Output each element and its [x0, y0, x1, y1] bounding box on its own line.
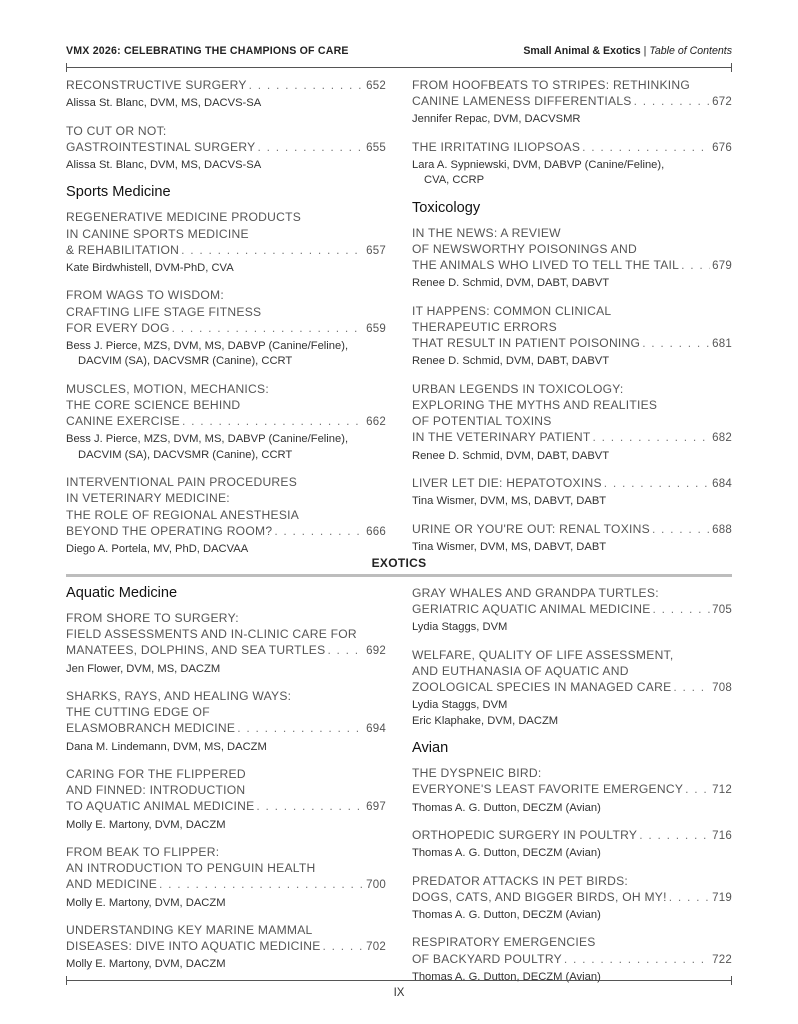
author-line: DACVIM (SA), DACVSMR (Canine), CCRT [78, 448, 293, 461]
toc-entry-title-line [412, 93, 732, 110]
toc-entry-title-line [66, 720, 386, 737]
entry-page-number: 679 [712, 260, 732, 273]
toc-entry [66, 474, 386, 557]
dot-leader [604, 475, 710, 491]
toc-entry [412, 934, 732, 985]
page-number: IX [393, 987, 405, 999]
dot-leader [685, 781, 710, 797]
toc-entry-title-line [66, 876, 386, 893]
entry-page-number: 697 [366, 801, 386, 814]
entry-title-text: INTERVENTIONAL PAIN PROCEDURES [66, 475, 298, 490]
author-line: DACVIM (SA), DACVSMR (Canine), CCRT [78, 355, 293, 368]
entry-title-text: ELASMOBRANCH MEDICINE [66, 721, 236, 736]
entry-title-text: CANINE EXERCISE [66, 414, 180, 429]
dot-leader [669, 889, 710, 905]
entry-title-text: IN THE VETERINARY PATIENT [412, 430, 591, 445]
author-line: Jennifer Repac, DVM, DACVSMR [412, 113, 581, 126]
entry-title-text: ZOOLOGICAL SPECIES IN MANAGED CARE [412, 680, 672, 695]
toc-entry [412, 585, 732, 636]
author-line: Molly E. Martony, DVM, DACZM [66, 958, 226, 971]
author-line: Alissa St. Blanc, DVM, MS, DACVS-SA [66, 159, 262, 172]
author-line: Thomas A. G. Dutton, DECZM (Avian) [412, 970, 601, 983]
entry-title-text: THERAPEUTIC ERRORS [412, 320, 557, 335]
entry-page-number: 716 [712, 830, 732, 843]
header-subsection-name: Table of Contents [649, 45, 732, 57]
entry-authors [66, 957, 386, 972]
entry-title-text: RESPIRATORY EMERGENCIES [412, 935, 596, 950]
toc-entry-title-line [412, 679, 732, 696]
section-heading: Sports Medicine [66, 184, 171, 201]
entry-authors [412, 801, 732, 816]
author-line: Thomas A. G. Dutton, DECZM (Avian) [412, 909, 601, 922]
toc-entry [412, 303, 732, 370]
toc-entry [66, 610, 386, 677]
entry-title-text: THE CORE SCIENCE BEHIND [66, 398, 241, 413]
entry-title-text: CANINE LAMENESS DIFFERENTIALS [412, 94, 632, 109]
entry-title-text: URBAN LEGENDS IN TOXICOLOGY: [412, 381, 624, 396]
section-heading: Toxicology [412, 199, 481, 216]
entry-title-text: IT HAPPENS: COMMON CLINICAL [412, 303, 612, 318]
entry-title-text: MUSCLES, MOTION, MECHANICS: [66, 381, 269, 396]
toc-entry [412, 475, 732, 510]
entry-title-text: THE IRRITATING ILIOPSOAS [412, 139, 581, 154]
toc-bottom-right-column [412, 585, 732, 996]
running-header-section [523, 45, 732, 57]
toc-entry [66, 688, 386, 755]
entry-title-text: ORTHOPEDIC SURGERY IN POULTRY [412, 828, 638, 843]
author-line: Tina Wismer, DVM, MS, DABVT, DABT [412, 495, 607, 508]
toc-bottom-left-column [66, 585, 386, 984]
entry-title-text: TO AQUATIC ANIMAL MEDICINE [66, 799, 255, 814]
dot-leader [323, 938, 365, 954]
entry-title-text: RECONSTRUCTIVE SURGERY [66, 78, 247, 92]
entry-page-number: 659 [366, 322, 386, 335]
toc-entry-title-line [412, 139, 732, 156]
entry-authors [412, 354, 732, 369]
entry-authors [66, 96, 386, 111]
author-line: Bess J. Pierce, MZS, DVM, MS, DABVP (Canine/Feline), [66, 340, 349, 353]
toc-entry-title-line [412, 335, 732, 352]
entry-title-text: IN THE NEWS: A REVIEW [412, 225, 561, 240]
entry-page-number: 692 [366, 645, 386, 658]
toc-entry-title-line [412, 951, 732, 968]
toc-entry-title-line [66, 523, 386, 540]
entry-authors [412, 846, 732, 861]
entry-title-text: & REHABILITATION [66, 242, 180, 257]
running-header-title: VMX 2026: CELEBRATING THE CHAMPIONS OF CARE [66, 45, 349, 57]
toc-entry [412, 225, 732, 292]
toc-entry-title-line [66, 320, 386, 337]
author-line: Dana M. Lindemann, DVM, MS, DACZM [66, 740, 267, 753]
entry-title-text: THE ANIMALS WHO LIVED TO TELL THE TAIL [412, 258, 680, 273]
entry-authors [412, 908, 732, 923]
toc-entry [412, 827, 732, 862]
entry-authors [66, 432, 386, 463]
dot-leader [681, 257, 710, 273]
author-line: Thomas A. G. Dutton, DECZM (Avian) [412, 801, 601, 814]
dot-leader [257, 139, 364, 155]
dot-leader [159, 876, 364, 892]
entry-authors [412, 698, 732, 729]
entry-title-text: CARING FOR THE FLIPPERED [66, 767, 246, 782]
entry-authors [412, 494, 732, 509]
entry-title-text: AND MEDICINE [66, 877, 158, 892]
toc-entry-title-line [66, 938, 386, 955]
entry-title-text: THE ROLE OF REGIONAL ANESTHESIA [66, 507, 300, 522]
author-line: Molly E. Martony, DVM, DACZM [66, 896, 226, 909]
exotics-heading: EXOTICS [371, 556, 427, 570]
entry-page-number: 712 [712, 784, 732, 797]
entry-title-text: THAT RESULT IN PATIENT POISONING [412, 336, 641, 351]
entry-page-number: 719 [712, 891, 732, 904]
toc-entry-title-line [412, 257, 732, 274]
dot-leader [256, 798, 364, 814]
entry-page-number: 655 [366, 141, 386, 154]
author-line: Kate Birdwhistell, DVM-PhD, CVA [66, 262, 234, 275]
entry-title-text: GRAY WHALES AND GRANDPA TURTLES: [412, 586, 659, 600]
toc-entry [66, 922, 386, 973]
entry-page-number: 694 [366, 723, 386, 736]
section-heading: Aquatic Medicine [66, 585, 178, 601]
entry-title-text: OF POTENTIAL TOXINS [412, 414, 552, 429]
dot-leader [639, 827, 710, 843]
entry-page-number: 708 [712, 682, 732, 695]
entry-title-text: GASTROINTESTINAL SURGERY [66, 139, 256, 154]
entry-title-text: THE DYSPNEIC BIRD: [412, 766, 542, 781]
toc-top-right-column [412, 77, 732, 566]
dot-leader [582, 139, 710, 155]
dot-leader [249, 77, 364, 93]
entry-title-text: DOGS, CATS, AND BIGGER BIRDS, OH MY! [412, 889, 667, 904]
author-line: Renee D. Schmid, DVM, DABT, DABVT [412, 449, 610, 462]
entry-title-text: URINE OR YOU'RE OUT: RENAL TOXINS [412, 521, 650, 536]
entry-title-text: BEYOND THE OPERATING ROOM? [66, 523, 273, 538]
author-line: Eric Klaphake, DVM, DACZM [412, 714, 559, 727]
toc-entry [66, 381, 386, 463]
toc-entry [412, 139, 732, 189]
toc-entry [66, 77, 386, 112]
entry-authors [412, 276, 732, 291]
author-line: Tina Wismer, DVM, MS, DABVT, DABT [412, 540, 607, 553]
author-line: Lydia Staggs, DVM [412, 699, 508, 712]
author-line: Jen Flower, DVM, MS, DACZM [66, 662, 221, 675]
author-line: CVA, CCRP [424, 174, 485, 187]
footer-rule [66, 980, 732, 981]
toc-entry-title-line [66, 139, 386, 156]
toc-entry [66, 287, 386, 369]
entry-title-text: LIVER LET DIE: HEPATOTOXINS [412, 476, 602, 491]
entry-page-number: 722 [712, 953, 732, 966]
entry-authors [412, 112, 732, 127]
toc-entry-title-line [66, 413, 386, 430]
toc-entry-title-line [412, 429, 732, 446]
entry-page-number: 700 [366, 879, 386, 892]
toc-entry-title-line [412, 601, 732, 618]
entry-page-number: 657 [366, 244, 386, 257]
entry-authors [66, 818, 386, 833]
toc-entry [66, 123, 386, 174]
dot-leader [564, 951, 710, 967]
entry-page-number: 666 [366, 525, 386, 538]
toc-entry [412, 647, 732, 729]
entry-authors [412, 158, 732, 189]
author-line: Diego A. Portela, MV, PhD, DACVAA [66, 543, 249, 556]
toc-entry [66, 844, 386, 911]
toc-entry [66, 209, 386, 276]
entry-title-text: FOR EVERY DOG [66, 320, 170, 335]
exotics-divider [66, 574, 732, 577]
entry-title-text: REGENERATIVE MEDICINE PRODUCTS [66, 210, 302, 225]
dot-leader [673, 679, 710, 695]
entry-title-text: OF NEWSWORTHY POISONINGS AND [412, 242, 637, 257]
author-line: Thomas A. G. Dutton, DECZM (Avian) [412, 847, 601, 860]
dot-leader [634, 93, 710, 109]
entry-authors [412, 540, 732, 555]
dot-leader [327, 642, 364, 658]
toc-entry-title-line [66, 798, 386, 815]
toc-entry-title-line [66, 242, 386, 259]
toc-entry-title-line [412, 889, 732, 906]
entry-title-text: TO CUT OR NOT: [66, 123, 167, 138]
entry-authors [412, 449, 732, 464]
dot-leader [181, 242, 364, 258]
entry-title-text: PREDATOR ATTACKS IN PET BIRDS: [412, 873, 629, 888]
dot-leader [237, 720, 364, 736]
entry-title-text: GERIATRIC AQUATIC ANIMAL MEDICINE [412, 602, 651, 617]
toc-entry [412, 381, 732, 464]
author-line: Lara A. Sypniewski, DVM, DABVP (Canine/Feline), [412, 159, 665, 172]
toc-entry-title-line [66, 642, 386, 659]
dot-leader [653, 601, 711, 617]
author-line: Lydia Staggs, DVM [412, 621, 508, 634]
entry-page-number: 652 [366, 80, 386, 92]
dot-leader [274, 523, 364, 539]
dot-leader [182, 413, 364, 429]
entry-page-number: 682 [712, 432, 732, 445]
entry-title-text: FROM WAGS TO WISDOM: [66, 288, 224, 303]
entry-title-text: MANATEES, DOLPHINS, AND SEA TURTLES [66, 643, 326, 658]
entry-authors [412, 620, 732, 635]
toc-top-left-column [66, 77, 386, 569]
entry-page-number: 684 [712, 478, 732, 491]
entry-authors [66, 662, 386, 677]
toc-entry-title-line [412, 475, 732, 492]
entry-page-number: 705 [712, 604, 732, 617]
dot-leader [652, 521, 710, 537]
entry-title-text: SHARKS, RAYS, AND HEALING WAYS: [66, 689, 292, 704]
author-line: Renee D. Schmid, DVM, DABT, DABVT [412, 277, 610, 290]
toc-entry-title-line [412, 521, 732, 538]
entry-title-text: WELFARE, QUALITY OF LIFE ASSESSMENT, [412, 647, 674, 662]
entry-title-text: OF BACKYARD POULTRY [412, 951, 562, 966]
entry-authors [66, 158, 386, 173]
entry-title-text: AND EUTHANASIA OF AQUATIC AND [412, 664, 629, 679]
entry-title-text: FIELD ASSESSMENTS AND IN-CLINIC CARE FOR [66, 627, 357, 642]
entry-title-text: AND FINNED: INTRODUCTION [66, 783, 246, 798]
toc-entry [66, 766, 386, 833]
entry-title-text: IN CANINE SPORTS MEDICINE [66, 226, 249, 241]
section-heading: Avian [412, 740, 449, 757]
entry-title-text: FROM HOOFBEATS TO STRIPES: RETHINKING [412, 78, 691, 92]
toc-entry [412, 873, 732, 924]
entry-page-number: 702 [366, 941, 386, 954]
entry-page-number: 672 [712, 96, 732, 109]
entry-page-number: 676 [712, 141, 732, 154]
entry-page-number: 688 [712, 523, 732, 536]
entry-authors [66, 740, 386, 755]
entry-title-text: IN VETERINARY MEDICINE: [66, 491, 230, 506]
toc-entry-title-line [66, 77, 386, 94]
entry-title-text: THE CUTTING EDGE OF [66, 705, 210, 720]
toc-entry [412, 521, 732, 556]
entry-authors [412, 970, 732, 985]
toc-entry-title-line [412, 827, 732, 844]
dot-leader [172, 320, 364, 336]
entry-authors [66, 339, 386, 370]
dot-leader [593, 429, 711, 445]
toc-entry [412, 765, 732, 816]
header-separator: | [640, 45, 650, 57]
header-section-name: Small Animal & Exotics [523, 45, 641, 57]
toc-entry-title-line [412, 781, 732, 798]
dot-leader [642, 335, 710, 351]
entry-authors [66, 896, 386, 911]
entry-page-number: 662 [366, 416, 386, 429]
author-line: Alissa St. Blanc, DVM, MS, DACVS-SA [66, 97, 262, 110]
entry-page-number: 681 [712, 338, 732, 351]
author-line: Bess J. Pierce, MZS, DVM, MS, DABVP (Canine/Feline), [66, 433, 349, 446]
entry-title-text: UNDERSTANDING KEY MARINE MAMMAL [66, 923, 313, 938]
entry-title-text: AN INTRODUCTION TO PENGUIN HEALTH [66, 861, 316, 876]
entry-title-text: CRAFTING LIFE STAGE FITNESS [66, 304, 262, 319]
author-line: Molly E. Martony, DVM, DACZM [66, 818, 226, 831]
entry-authors [66, 261, 386, 276]
entry-title-text: EVERYONE'S LEAST FAVORITE EMERGENCY [412, 782, 684, 797]
entry-title-text: EXPLORING THE MYTHS AND REALITIES [412, 398, 658, 413]
toc-entry [412, 77, 732, 128]
author-line: Renee D. Schmid, DVM, DABT, DABVT [412, 355, 610, 368]
header-rule [66, 67, 732, 68]
entry-title-text: FROM BEAK TO FLIPPER: [66, 845, 220, 860]
entry-title-text: FROM SHORE TO SURGERY: [66, 611, 239, 625]
entry-title-text: DISEASES: DIVE INTO AQUATIC MEDICINE [66, 939, 321, 954]
